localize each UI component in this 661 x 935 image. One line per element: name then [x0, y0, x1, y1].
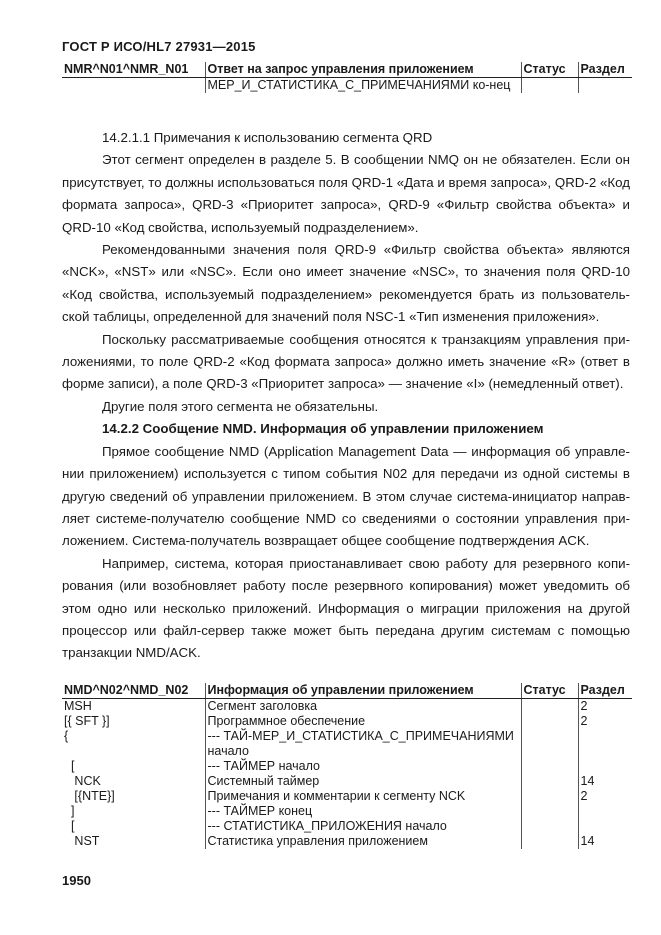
table-cell	[521, 699, 578, 715]
table-cell	[521, 834, 578, 849]
table-row	[62, 729, 632, 759]
table-cell: 14	[578, 774, 632, 789]
table-cell	[578, 729, 632, 759]
table-cell	[521, 729, 578, 759]
table-cell	[521, 78, 578, 94]
table-cell: [{NTE}]	[64, 789, 115, 803]
table-cell: [	[64, 759, 75, 773]
table-cell: --- ТАЙМЕР конец	[205, 804, 521, 819]
column-header: NMR^N01^NMR_N01	[62, 62, 205, 78]
table-cell: --- ТАЙ-МЕР_И_СТАТИСТИКА_С_ПРИМЕЧАНИЯМИ начало	[205, 729, 521, 759]
table-cell: Статистика управления приложением	[205, 834, 521, 849]
table-cell	[578, 78, 632, 94]
table-cell: --- СТАТИСТИКА_ПРИЛОЖЕНИЯ начало	[205, 819, 521, 834]
body-text	[62, 127, 630, 665]
column-header: Раздел	[578, 683, 632, 699]
table-cell: [	[64, 819, 75, 833]
column-header: Статус	[521, 683, 578, 699]
column-header: Ответ на запрос управления приложением	[205, 62, 521, 78]
table-cell	[521, 774, 578, 789]
table-cell: {	[64, 729, 69, 743]
table-cell	[578, 759, 632, 774]
table-header-row	[62, 62, 632, 78]
paragraph: Этот сегмент определен в разделе 5. В сообщении NMQ он не обязателен. Если он присутствует, то должны использоваться поля QRD-1 «Дата и время запроса», QRD-2 «Код формата запроса», QRD-3 «Приоритет запроса», QRD-9 «Фильтр свойства объекта» и QRD-10 «Код свойства, используемый подразделением».	[62, 152, 630, 235]
table-cell: Программное обеспечение	[205, 714, 521, 729]
table-row	[62, 819, 632, 834]
paragraph: 14.2.1.1 Примечания к использованию сегмента QRD	[102, 130, 433, 145]
column-header: NMD^N02^NMD_N02	[62, 683, 205, 699]
table-row	[62, 774, 632, 789]
table-cell: ]	[64, 804, 75, 818]
table-row	[62, 699, 632, 715]
paragraph: Прямое сообщение NMD (Application Management Data — информация об управле-нии приложением) используется с типом события N02 для передачи из одной системы в другую сведений об управлении приложением. В этом случае система-инициатор направ-ляет системе-получателю сообщение NMD со сведениями о состоянии управления при-ложением. Система-получатель возвращает общее сообщение подтверждения ACK.	[62, 443, 630, 549]
table-cell	[578, 819, 632, 834]
segment-table-nmr	[62, 62, 632, 93]
table-cell: NCK	[64, 774, 101, 788]
column-header: Информация об управлении приложением	[205, 683, 521, 699]
table-cell: --- ТАЙМЕР начало	[205, 759, 521, 774]
table-row	[62, 78, 632, 94]
table-cell	[521, 759, 578, 774]
page-number: 1950	[62, 873, 91, 888]
table-cell: Примечания и комментарии к сегменту NCK	[205, 789, 521, 804]
table-cell: [{ SFT }]	[64, 714, 110, 728]
paragraph: Поскольку рассматриваемые сообщения относятся к транзакциям управления при-ложениями, то поле QRD-2 «Код формата запроса» должно иметь значение «R» (ответ в форме записи), а поле QRD-3 «Приоритет запроса» — значение «I» (немедленный ответ).	[62, 331, 630, 392]
table-cell: 2	[578, 789, 632, 804]
table-row	[62, 789, 632, 804]
table-cell: Системный таймер	[205, 774, 521, 789]
table-cell	[521, 819, 578, 834]
table-cell: МЕР_И_СТАТИСТИКА_С_ПРИМЕЧАНИЯМИ ко-нец	[205, 78, 521, 94]
column-header: Раздел	[578, 62, 632, 78]
table-cell: MSH	[64, 699, 92, 713]
segment-table-nmd	[62, 683, 632, 849]
paragraph: Другие поля этого сегмента не обязательны.	[102, 398, 379, 414]
table-cell	[521, 789, 578, 804]
table-cell	[62, 78, 205, 94]
table-cell: NST	[64, 834, 100, 848]
table-cell: 14	[578, 834, 632, 849]
table-row	[62, 804, 632, 819]
paragraph: Например, система, которая приостанавливает свою работу для резервного копи-рования (или возобновляет работу после резервного копирования) может уведомить об этом одно или несколько приложений. Информация о миграции приложения на другой процессор или файл-сервер также может быть передана другим системам с помощью транзакции NMD/ACK.	[62, 555, 630, 661]
section-heading: 14.2.2 Сообщение NMD. Информация об управлении приложением	[102, 421, 544, 437]
table-header-row	[62, 683, 632, 699]
paragraph: Рекомендованными значения поля QRD-9 «Фильтр свойства объекта» являются «NCK», «NST» или «NSC». Если оно имеет значение «NSC», то значения поля QRD-10 «Код свойства, используемый подразделением» рекомендуется брать из пользователь-ской таблицы, определенной для значений поля NSC-1 «Тип изменения приложения».	[62, 242, 630, 325]
table-row	[62, 759, 632, 774]
table-cell: 2	[578, 714, 632, 729]
table-cell	[521, 714, 578, 729]
table-row	[62, 834, 632, 849]
document-header: ГОСТ Р ИСО/HL7 27931—2015	[62, 39, 256, 54]
table-cell: Сегмент заголовка	[205, 699, 521, 715]
table-row	[62, 714, 632, 729]
table-cell: 2	[578, 699, 632, 715]
table-cell	[578, 804, 632, 819]
column-header: Статус	[521, 62, 578, 78]
table-cell	[521, 804, 578, 819]
